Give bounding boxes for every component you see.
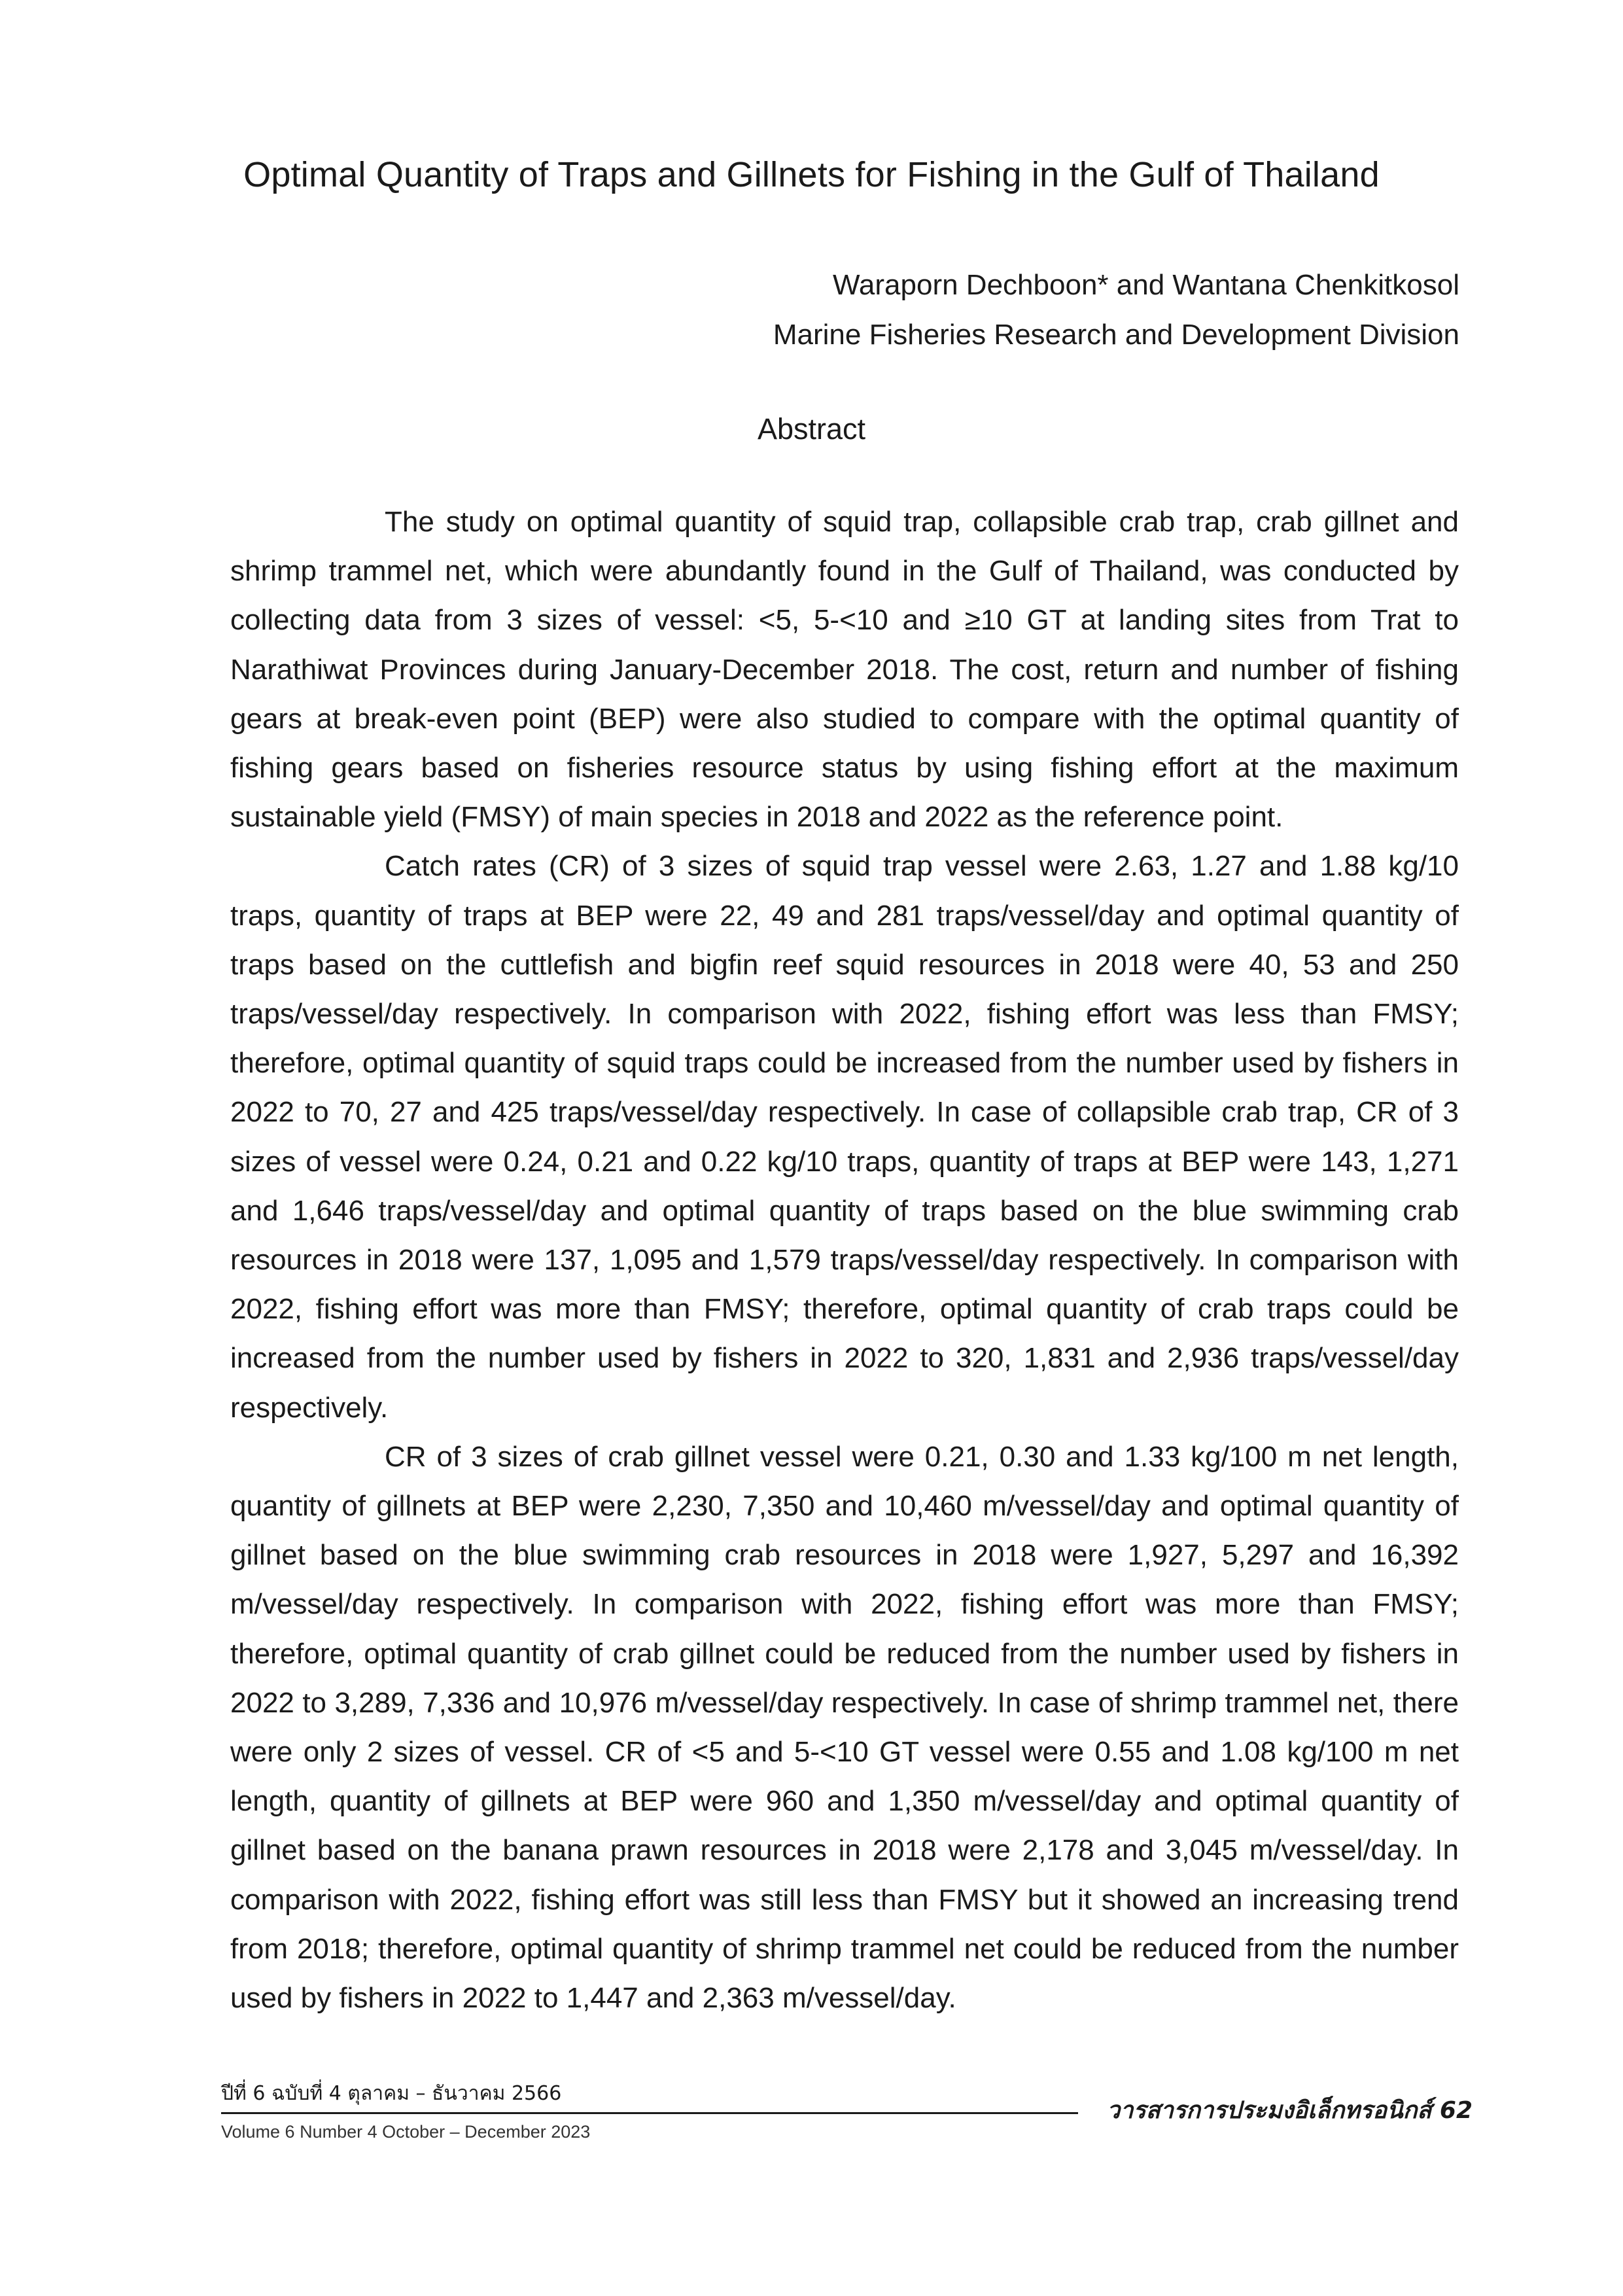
- footer-divider: [221, 2112, 1078, 2114]
- footer-page-number: 62: [1439, 2097, 1473, 2124]
- author-block: [773, 260, 1459, 360]
- author-affiliation: Marine Fisheries Research and Development Division: [773, 319, 1459, 351]
- abstract-paragraph-3: CR of 3 sizes of crab gillnet vessel were 0.21, 0.30 and 1.33 kg/100 m net length, quantity of gillnets at BEP were 2,230, 7,350 and 10,460 m/vessel/day and optimal quantity of gillnet based on the blue swimming crab resources in 2018 were 1,927, 5,297 and 16,392 m/vessel/day respectively. In comparison with 2022, fishing effort was more than FMSY; therefore, optimal quantity of crab gillnet could be reduced from the number used by fishers in 2022 to 3,289, 7,336 and 10,976 m/vessel/day respectively. In case of shrimp trammel net, there were only 2 sizes of vessel. CR of <5 and 5-<10 GT vessel were 0.55 and 1.08 kg/100 m net length, quantity of gillnets at BEP were 960 and 1,350 m/vessel/day and optimal quantity of gillnet based on the banana prawn resources in 2018 were 2,178 and 3,045 m/vessel/day. In comparison with 2022, fishing effort was still less than FMSY but it showed an increasing trend from 2018; therefore, optimal quantity of shrimp trammel net could be reduced from the number used by fishers in 2022 to 1,447 and 2,363 m/vessel/day.: [230, 1440, 1459, 2015]
- footer-issue-english: Volume 6 Number 4 October – December 2023: [221, 2122, 591, 2142]
- footer-issue: [221, 2079, 561, 2108]
- abstract-body: [230, 497, 1459, 2022]
- abstract-heading: Abstract: [757, 412, 866, 446]
- abstract-paragraph-1: The study on optimal quantity of squid trap, collapsible crab trap, crab gillnet and shrimp trammel net, which were abundantly found in the Gulf of Thailand, was conducted by collecting data from 3 sizes of vessel: <5, 5-<10 and ≥10 GT at landing sites from Trat to Narathiwat Provinces during January-December 2018. The cost, return and number of fishing gears at break-even point (BEP) were also studied to compare with the optimal quantity of fishing gears based on fisheries resource status by using fishing effort at the maximum sustainable yield (FMSY) of main species in 2018 and 2022 as the reference point.: [230, 506, 1459, 834]
- paper-title: Optimal Quantity of Traps and Gillnets for Fishing in the Gulf of Thailand: [243, 155, 1380, 194]
- footer-journal: [1107, 2091, 1473, 2128]
- footer-issue-thai: ปีที่ 6 ฉบับที่ 4 ตุลาคม – ธันวาคม 2566: [221, 2082, 562, 2105]
- abstract-paragraph-2: Catch rates (CR) of 3 sizes of squid trap vessel were 2.63, 1.27 and 1.88 kg/10 traps, quantity of traps at BEP were 22, 49 and 281 traps/vessel/day and optimal quantity of traps based on the cuttlefish and bigfin reef squid resources in 2018 were 40, 53 and 250 traps/vessel/day respectively. In comparison with 2022, fishing effort was less than FMSY; therefore, optimal quantity of squid traps could be increased from the number used by fishers in 2022 to 70, 27 and 425 traps/vessel/day respectively. In case of collapsible crab trap, CR of 3 sizes of vessel were 0.24, 0.21 and 0.22 kg/10 traps, quantity of traps at BEP were 143, 1,271 and 1,646 traps/vessel/day and optimal quantity of traps based on the blue swimming crab resources in 2018 were 137, 1,095 and 1,579 traps/vessel/day respectively. In comparison with 2022, fishing effort was more than FMSY; therefore, optimal quantity of crab traps could be increased from the number used by fishers in 2022 to 320, 1,831 and 2,936 traps/vessel/day respectively.: [230, 850, 1459, 1424]
- footer-journal-name: วารสารการประมงอิเล็กทรอนิกส์: [1107, 2097, 1432, 2124]
- author-names: Waraporn Dechboon* and Wantana Chenkitkosol: [833, 269, 1459, 301]
